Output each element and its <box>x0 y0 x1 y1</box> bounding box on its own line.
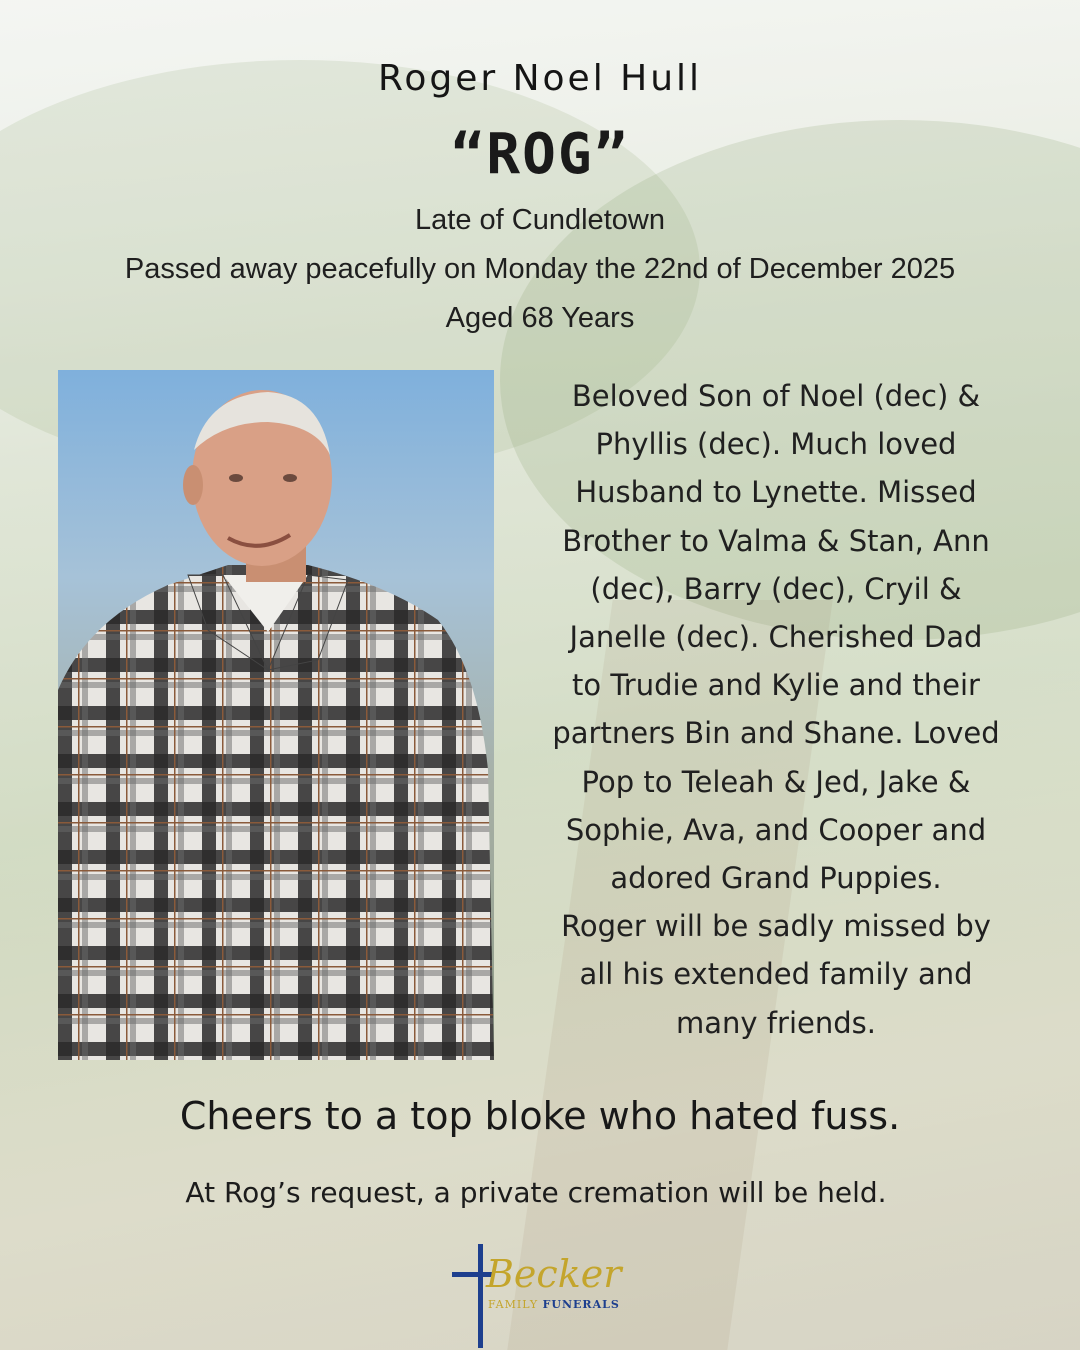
bio-line: Sophie, Ava, and Cooper and <box>565 812 987 847</box>
bio-line: partners Bin and Shane. Loved <box>552 716 1000 751</box>
late-of-text: Late of Cundletown <box>415 204 665 236</box>
bio-line: Janelle (dec). Cherished Dad <box>569 620 983 655</box>
passed-away-text: Passed away peacefully on Monday the 22nd of December 2025 <box>124 253 956 285</box>
logo-wordmark: Becker <box>486 1252 622 1296</box>
nickname: “ROG” <box>450 122 630 187</box>
bio-line: Pop to Teleah & Jed, Jake & <box>581 764 971 799</box>
logo-subtitle: FAMILY FUNERALS <box>488 1298 620 1311</box>
biography <box>522 372 1030 1047</box>
deceased-name: Roger Noel Hull <box>377 58 703 99</box>
bio-line: to Trudie and Kylie and their <box>572 668 980 703</box>
becker-funerals-logo <box>450 1240 630 1348</box>
bio-line: Phyllis (dec). Much loved <box>595 427 957 462</box>
bio-line: many friends. <box>676 1005 876 1040</box>
cross-icon <box>478 1244 483 1348</box>
portrait-photo <box>58 370 494 1060</box>
bio-line: adored Grand Puppies. <box>610 861 942 896</box>
age-text: Aged 68 Years <box>445 302 635 334</box>
cheers-text: Cheers to a top bloke who hated fuss. <box>179 1094 901 1138</box>
bio-line: Husband to Lynette. Missed <box>575 475 977 510</box>
bio-line: Roger will be sadly missed by <box>561 909 991 944</box>
bio-line: (dec), Barry (dec), Cryil & <box>590 571 962 606</box>
bio-line: Beloved Son of Noel (dec) & <box>571 379 981 413</box>
bio-line: Brother to Valma & Stan, Ann <box>562 523 990 558</box>
bio-line: all his extended family and <box>579 957 973 992</box>
cremation-request-text: At Rog’s request, a private cremation will be held. <box>185 1176 887 1209</box>
